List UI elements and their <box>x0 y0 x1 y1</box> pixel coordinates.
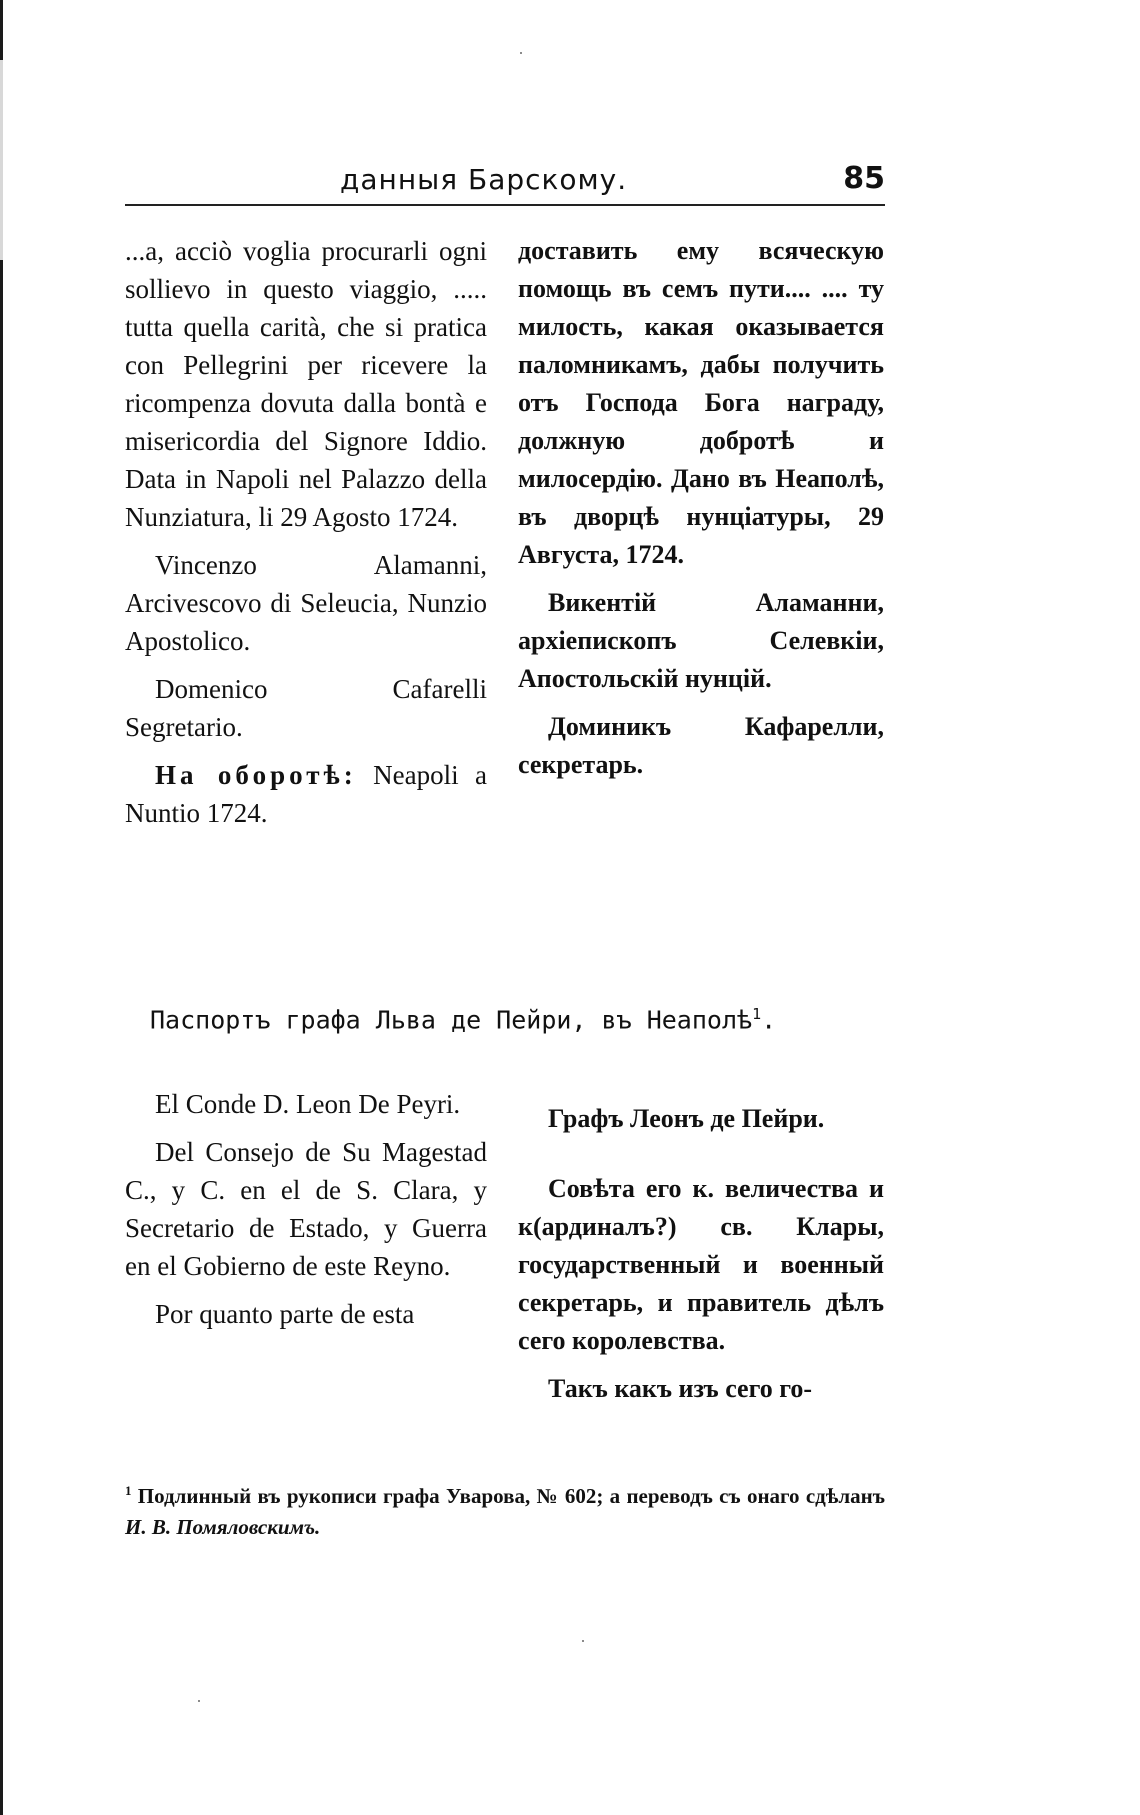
reverse-text: Neapoli a Nuntio 1724. <box>125 760 488 828</box>
footnote-translator: И. В. Помяловскимъ. <box>125 1515 321 1539</box>
spanish-titles: Del Consejo de Su Magestad C., y C. en el de S. Clara, y Secretario de Estado, y Guerra en el Gobierno de este Reyno. <box>125 1137 487 1281</box>
section-title-text: Паспортъ графа Льва де Пейри, въ Неаполѣ <box>150 1005 753 1035</box>
running-title: данныя Барскому. <box>340 163 628 196</box>
spanish-column <box>125 1085 487 1333</box>
scan-speck <box>520 52 522 54</box>
russian-column <box>518 232 884 784</box>
page-spine-edge <box>0 0 3 1815</box>
running-header <box>125 163 885 203</box>
russian-column-2 <box>518 1100 884 1408</box>
page-number: 85 <box>843 161 885 196</box>
russian-titles: Совѣта его к. величества и к(ардиналъ?) св. Клары, государственный и военный секретарь, и правитель дѣлъ сего королевства. <box>518 1174 884 1355</box>
spanish-heading: El Conde D. Leon De Peyri. <box>155 1089 461 1119</box>
footnote-reference: 1 <box>752 1005 762 1023</box>
italian-paragraph-letter: ...a, acciò voglia procurarli ogni sollievo in questo viaggio, ..... tutta quella carità, che si pratica con Pellegrini per ricevere la ricompenza dovuta dalla bontà e misericordia del Signore Iddio. Data in Napoli nel Palazzo della Nunziatura, li 29 Agosto 1724. <box>125 236 487 532</box>
italian-signature-nuncio: Vincenzo Alamanni, Arcivescovo di Seleucia, Nunzio Apostolico. <box>125 550 487 656</box>
russian-signature-secretary: Доминикъ Кафарелли, секретарь. <box>518 712 884 779</box>
spanish-text-start: Por quanto parte de esta <box>155 1299 415 1329</box>
footnote <box>125 1475 885 1543</box>
header-rule <box>125 204 885 206</box>
page-spine-fade <box>0 60 3 260</box>
russian-heading: Графъ Леонъ де Пейри. <box>548 1104 825 1133</box>
footnote-marker: 1 <box>125 1483 132 1498</box>
russian-text-start: Такъ какъ изъ сего го- <box>548 1374 813 1403</box>
italian-signature-secretary: Domenico Cafarelli Segretario. <box>125 674 487 742</box>
reverse-note <box>125 756 487 832</box>
section-title <box>150 1005 890 1034</box>
russian-paragraph-letter: доставить ему всяческую помощь въ семъ пути.... .... ту милость, какая оказывается паломникамъ, дабы получить отъ Господа Бога награду, должную добротѣ и милосердію. Дано въ Неаполѣ, въ дворцѣ нунціатуры, 29 Августа, 1724. <box>518 236 884 569</box>
scan-speck <box>582 1640 584 1642</box>
reverse-label: На оборотѣ: <box>155 760 357 790</box>
footnote-text: Подлинный въ рукописи графа Уварова, № 602; а переводъ съ онаго сдѣланъ <box>137 1484 885 1508</box>
scan-speck <box>198 1700 200 1702</box>
section-title-suffix: . <box>761 1005 777 1035</box>
italian-column <box>125 232 487 832</box>
russian-signature-nuncio: Викентій Аламанни, архіепископъ Селевкіи, Апостольскій нунцій. <box>518 588 884 693</box>
